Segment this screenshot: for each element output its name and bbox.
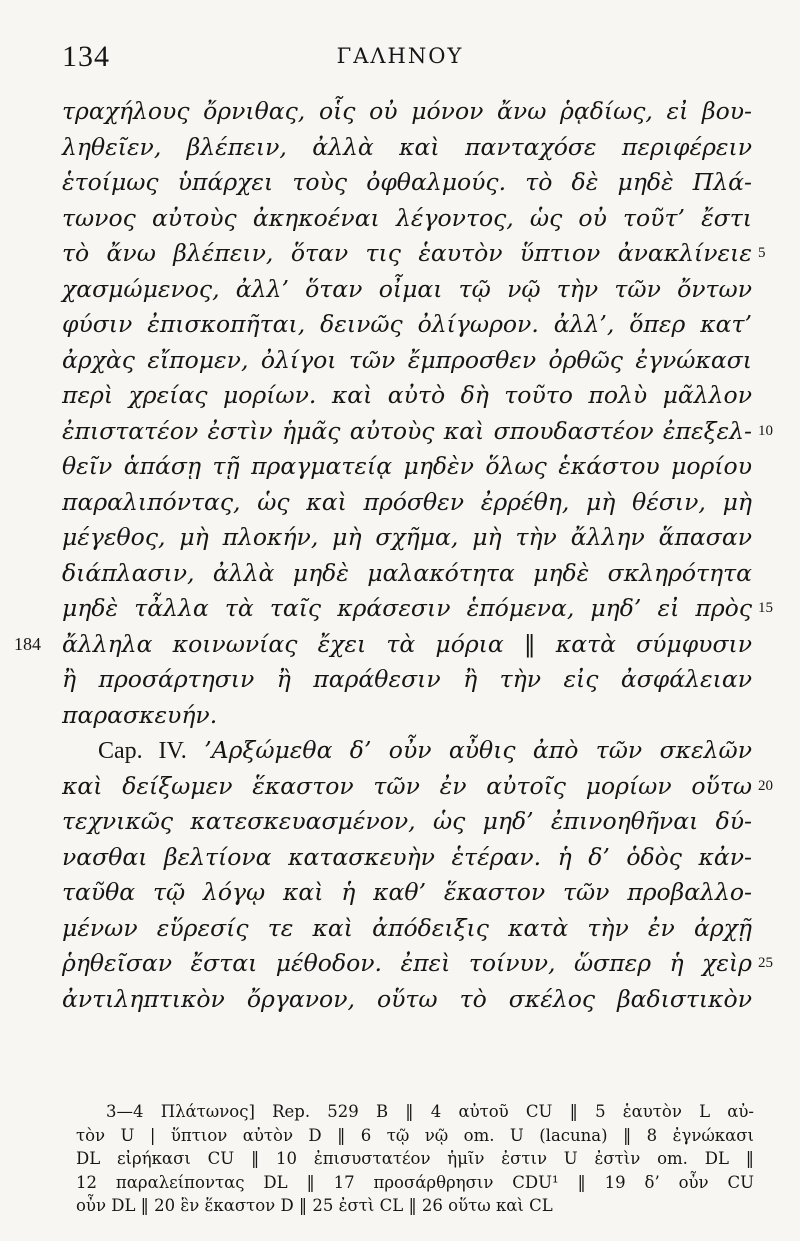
line-text: μένων εὕρεσίς τε καὶ ἀπόδειξις κατὰ τὴν ἐν ἀρχῇ xyxy=(62,913,752,942)
line-text: ἄλληλα κοινωνίας ἔχει τὰ μόρια ‖ κατὰ σύμφυσιν xyxy=(62,629,752,658)
text-line xyxy=(62,520,752,556)
footnote-line: 3—4 Πλάτωνος] Rep. 529 B ‖ 4 αὐτοῦ CU ‖ 5 ἑαυτὸν L αὐ- xyxy=(106,1102,754,1121)
line-number: 15 xyxy=(758,600,773,616)
text-line xyxy=(62,804,752,840)
footnote-line: οὖν DL ‖ 20 ἓν ἕκαστον D ‖ 25 ἐστὶ CL ‖ 26 οὕτω καὶ CL xyxy=(76,1196,553,1215)
line-text: ληθεῖεν, βλέπειν, ἀλλὰ καὶ πανταχόσε περιφέρειν xyxy=(62,132,752,161)
text-line xyxy=(62,556,752,592)
text-line xyxy=(62,449,752,485)
line-text: ἑτοίμως ὑπάρχει τοὺς ὀφθαλμούς. τὸ δὲ μηδὲ Πλά- xyxy=(62,168,752,196)
text-line xyxy=(62,378,752,414)
text-line xyxy=(62,272,752,308)
margin-page-reference: 184 xyxy=(14,633,41,654)
line-text: ἀντιληπτικὸν ὄργανον, οὕτω τὸ σκέλος βαδιστικὸν xyxy=(62,984,752,1013)
line-text: χασμώμενος, ἀλλ’ ὅταν οἶμαι τῷ νῷ τὴν τῶν ὄντων xyxy=(62,274,752,303)
text-line xyxy=(62,414,773,450)
line-text: καὶ δείξωμεν ἕκαστον τῶν ἐν αὐτοῖς μορίων οὕτω xyxy=(62,771,752,800)
text-line xyxy=(62,94,752,130)
text-line xyxy=(62,982,752,1018)
text-line xyxy=(62,343,752,379)
line-text: μηδὲ τἆλλα τὰ ταῖς κράσεσιν ἑπόμενα, μηδ’ εἰ πρὸς xyxy=(62,594,752,622)
chapter-heading: Cap. IV. xyxy=(98,738,187,764)
line-text: περὶ χρείας μορίων. καὶ αὐτὸ δὴ τοῦτο πολὺ μᾶλλον xyxy=(62,381,752,409)
line-text: τὸ ἄνω βλέπειν, ὅταν τις ἑαυτὸν ὕπτιον ἀνακλίνειε xyxy=(62,239,752,267)
line-text: μέγεθος, μὴ πλοκήν, μὴ σχῆμα, μὴ τὴν ἄλλην ἅπασαν xyxy=(62,523,752,551)
text-line xyxy=(62,662,752,698)
line-text: νασθαι βελτίονα κατασκευὴν ἑτέραν. ἡ δ’ ὁδὸς κἀν- xyxy=(62,842,752,871)
line-text: θεῖν ἁπάσῃ τῇ πραγματείᾳ μηδὲν ὅλως ἑκάστου μορίου xyxy=(62,452,752,480)
line-text: ἢ προσάρτησιν ἢ παράθεσιν ἢ τὴν εἰς ἀσφάλειαν xyxy=(62,665,752,693)
main-text xyxy=(14,94,773,1017)
page-number: 134 xyxy=(62,40,110,73)
page-header xyxy=(0,40,800,80)
line-number: 20 xyxy=(758,777,773,794)
text-line xyxy=(62,236,766,272)
footnote-line: DL εἰρήκασι CU ‖ 10 ἐπισυστατέον ἡμῖν ἐστιν U ἐστὶν om. DL ‖ xyxy=(76,1149,754,1168)
text-line xyxy=(62,875,752,911)
text-line xyxy=(62,769,773,805)
line-text: ἐπιστατέον ἐστὶν ἡμᾶς αὐτοὺς καὶ σπουδαστέον ἐπεξελ- xyxy=(62,416,752,445)
text-line xyxy=(62,840,752,876)
line-text: ταῦθα τῷ λόγῳ καὶ ἡ καθ’ ἕκαστον τῶν προβαλλο- xyxy=(62,878,752,906)
text-line xyxy=(62,698,752,734)
text-line xyxy=(62,591,773,627)
footnote-line: τὸν U | ὕπτιον αὐτὸν D ‖ 6 τῷ νῷ om. U (lacuna) ‖ 8 ἐγνώκασι xyxy=(76,1125,754,1145)
text-line xyxy=(14,627,752,663)
line-text: ’Αρξώμεθα δ’ οὖν αὖθις ἀπὸ τῶν σκελῶν xyxy=(204,736,752,764)
text-line xyxy=(62,165,752,201)
line-text: παραλιπόντας, ὡς καὶ πρόσθεν ἐρρέθη, μὴ θέσιν, μὴ xyxy=(62,487,752,516)
text-line xyxy=(62,485,752,521)
line-number: 5 xyxy=(758,245,766,261)
line-text: ἀρχὰς εἴπομεν, ὀλίγοι τῶν ἔμπροσθεν ὀρθῶς ἐγνώκασι xyxy=(62,345,752,374)
line-text: τεχνικῶς κατεσκευασμένον, ὡς μηδ’ ἐπινοηθῆναι δύ- xyxy=(62,807,752,835)
text-line xyxy=(62,911,752,947)
line-text: παρασκευήν. xyxy=(62,700,218,729)
line-text: τωνος αὐτοὺς ἀκηκοέναι λέγοντος, ὡς οὐ τοῦτ’ ἔστι xyxy=(62,203,752,232)
line-text: διάπλασιν, ἀλλὰ μηδὲ μαλακότητα μηδὲ σκληρότητα xyxy=(62,558,752,587)
critical-apparatus xyxy=(76,1100,754,1218)
text-line xyxy=(62,733,752,769)
text-line xyxy=(62,946,773,982)
text-line xyxy=(62,201,752,237)
text-line xyxy=(62,307,752,343)
line-text: τραχήλους ὄρνιθας, οἷς οὐ μόνον ἄνω ῥᾳδίως, εἰ βου- xyxy=(62,97,752,125)
line-text: ῥηθεῖσαν ἔσται μέθοδον. ἐπεὶ τοίνυν, ὥσπερ ἡ χεὶρ xyxy=(62,949,752,977)
text-line xyxy=(62,130,752,166)
line-text: φύσιν ἐπισκοπῆται, δεινῶς ὀλίγωρον. ἀλλ’, ὅπερ κατ’ xyxy=(62,310,752,338)
line-number: 25 xyxy=(758,955,773,971)
running-title: ΓΑΛΗΝΟΥ xyxy=(336,44,464,68)
footnote-line: 12 παραλείποντας DL ‖ 17 προσάρθρησιν CDU¹ ‖ 19 δ’ οὖν CU xyxy=(76,1172,754,1192)
line-number: 10 xyxy=(758,422,773,439)
